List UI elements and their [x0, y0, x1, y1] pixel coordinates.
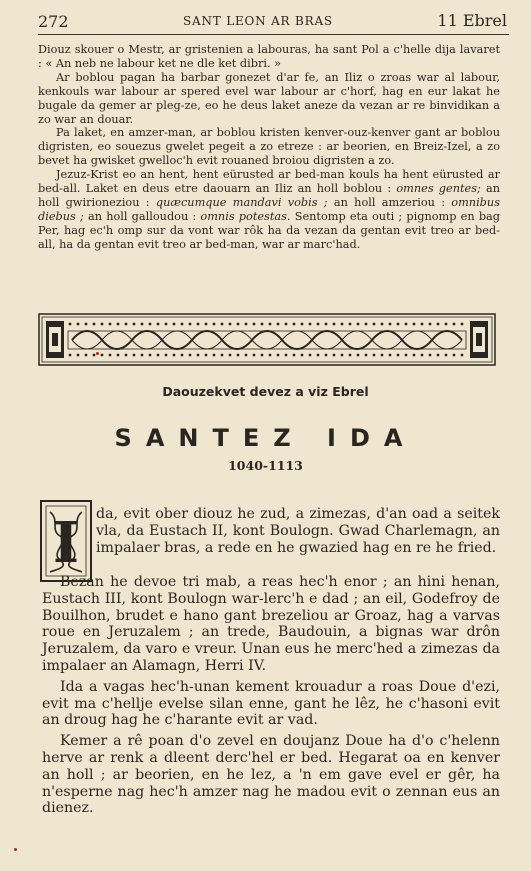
ornament-dot: [285, 354, 288, 357]
svg-text:I: I: [52, 510, 80, 576]
ornament-dot: [357, 323, 360, 326]
ornament-dot: [453, 354, 456, 357]
ornament-dot: [277, 354, 280, 357]
ornament-dot: [181, 323, 184, 326]
ornament-dot: [117, 323, 120, 326]
ornament-dot: [85, 354, 88, 357]
ornament-dot: [445, 354, 448, 357]
ornament-dot: [365, 354, 368, 357]
ornament-dot: [309, 323, 312, 326]
ornament-dot: [285, 323, 288, 326]
ornament-dot: [149, 354, 152, 357]
paragraph: Kemer a rê poan d'o zevel en doujanz Doue ha d'o c'helenn herve ar renk a dleent derc'hel er bed. Hegarat oa en kenver an holl ; ar beorien, en he lez, a 'n em gave evel er gêr, ha n'esperne nag hec'h amzer nag he madou evit o zennan eus an dienez.: [42, 733, 500, 817]
ornament-dot: [277, 323, 280, 326]
ornament-dot: [165, 323, 168, 326]
ornament-dot: [213, 354, 216, 357]
paragraph: Pa laket, en amzer-man, ar boblou kristen kenver-ouz-kenver gant ar boblou digristen, eo souezus gwelet pegeit a zo etreze : ar beorien, en Breiz-Izel, a zo bevet ha gwisket gwelloc'h evit rouaned broiou digristen a zo.: [38, 126, 500, 168]
paragraph: Ida a vagas hec'h-unan kement krouadur a roas Doue d'ezi, evit ma c'hellje evelse silan enne, gant he lêz, he c'hasoni evit an droug hag he c'harante evit ar vad.: [42, 678, 500, 729]
ornament-dot: [93, 323, 96, 326]
running-title: SANT LEON AR BRAS: [183, 14, 333, 28]
ornament-dot: [133, 323, 136, 326]
day-heading: Daouzekvet devez a viz Ebrel: [162, 384, 369, 399]
ornament-dot: [269, 323, 272, 326]
paragraph: Ar boblou pagan ha barbar gonezet d'ar fe, an Iliz o zroas war al labour, kenkouls war labour ar spered evel war labour ar c'horf, hag en eur lakat he bugale da gemer ar pleg-ze, eo he deus laket aneze da vezan ar re binvidikan a zo war an douar.: [38, 70, 500, 126]
lead-paragraph: da, evit ober diouz he zud, a zimezas, d'an oad a seitek vla, da Eustach II, kont Boulogn. Gwad Charlemagn, an impalaer bras, a rede en he gwazied hag en re he fried.: [96, 506, 500, 556]
ornament-dot: [413, 323, 416, 326]
ornament-dot: [93, 354, 96, 357]
ornament-dot: [325, 323, 328, 326]
month-label: 11 Ebrel: [437, 11, 507, 30]
ornament-dot: [205, 354, 208, 357]
drop-cap-initial: [40, 500, 92, 582]
ornament-dot: [213, 323, 216, 326]
ornament-dot: [461, 323, 464, 326]
ornament-dot: [117, 354, 120, 357]
ornament-dot: [397, 354, 400, 357]
running-header: [38, 8, 507, 32]
ornament-dot: [245, 323, 248, 326]
ornament-dot: [373, 323, 376, 326]
ornament-dot: [85, 323, 88, 326]
ornament-dot: [269, 354, 272, 357]
ink-speck: [14, 848, 17, 851]
ornament-dot: [181, 354, 184, 357]
ornament-dot: [253, 323, 256, 326]
ornament-dot: [261, 323, 264, 326]
ornament-dot: [309, 354, 312, 357]
ornament-dot: [221, 323, 224, 326]
ornament-dot: [413, 354, 416, 357]
ornament-dot: [237, 354, 240, 357]
ornament-dot: [261, 354, 264, 357]
ornament-dot: [349, 323, 352, 326]
ornament-dot: [197, 354, 200, 357]
ornament-dot: [69, 354, 72, 357]
ornament-dot: [317, 354, 320, 357]
page-number: 272: [38, 12, 69, 31]
ornament-dot: [293, 354, 296, 357]
saint-title: SANTEZ IDA: [114, 424, 417, 452]
paragraph: Diouz skouer o Mestr, ar gristenien a labouras, ha sant Pol a c'helle dija lavaret : « An neb ne labour ket ne dle ket dibri. »: [38, 43, 500, 70]
ornament-dot: [101, 354, 104, 357]
ornament-dot: [149, 323, 152, 326]
ornament-dot: [253, 354, 256, 357]
ornament-dot: [173, 323, 176, 326]
ornament-dot: [365, 323, 368, 326]
header-rule: [38, 34, 509, 35]
ornament-dot: [229, 354, 232, 357]
ink-speck: [96, 352, 99, 355]
ornament-dot: [141, 323, 144, 326]
ornamental-band: [38, 313, 496, 366]
ornament-dot: [165, 354, 168, 357]
ornament-dot: [341, 354, 344, 357]
ornament-dot: [405, 354, 408, 357]
ornament-dot: [405, 323, 408, 326]
ornament-dot: [341, 323, 344, 326]
ornament-dot: [157, 323, 160, 326]
ornament-dot: [221, 354, 224, 357]
ornament-dot: [293, 323, 296, 326]
ornament-dot: [109, 354, 112, 357]
ornament-dot: [397, 323, 400, 326]
saint-dates: 1040-1113: [228, 458, 303, 473]
ornament-dot: [381, 354, 384, 357]
ornament-dot: [237, 323, 240, 326]
ornament-dot: [461, 354, 464, 357]
ornament-dot: [437, 323, 440, 326]
ornament-dot: [157, 354, 160, 357]
ornament-dot: [245, 354, 248, 357]
ornament-dot: [125, 323, 128, 326]
ornament-dot: [189, 354, 192, 357]
ornament-dot: [333, 323, 336, 326]
ornament-dot: [325, 354, 328, 357]
ornament-dot: [301, 354, 304, 357]
ornament-dot: [125, 354, 128, 357]
ornament-dot: [197, 323, 200, 326]
ornament-dot: [349, 354, 352, 357]
ornament-dot: [421, 354, 424, 357]
preceding-text: [38, 43, 500, 252]
paragraph: Bezan he devoe tri mab, a reas hec'h enor ; an hini henan, Eustach III, kont Boulogn war-lerc'h e dad ; an eil, Godefroy de Bouilhon, brudet e hano gant brezeliou ar Groaz, hag a varvas roue en Jeruzalem ; an trede, Baudouin, a bignas war drôn Jeruzalem, da varo e vreur. Unan eus he merc'hed a zimezas da impalaer an Alamagn, Herri IV.: [42, 574, 500, 674]
ornament-dot: [77, 354, 80, 357]
ornament-dot: [445, 323, 448, 326]
ornament-dot: [389, 354, 392, 357]
ornament-dot: [133, 354, 136, 357]
ornament-dot: [77, 323, 80, 326]
ornament-dot: [429, 354, 432, 357]
ornament-dot: [141, 354, 144, 357]
ornament-dot: [421, 323, 424, 326]
ornament-dot: [437, 354, 440, 357]
ornament-dot: [109, 323, 112, 326]
main-text: [42, 574, 500, 821]
ornament-dot: [173, 354, 176, 357]
ornament-dot: [429, 323, 432, 326]
ornament-dot: [357, 354, 360, 357]
paragraph: Jezuz-Krist eo an hent, hent eürusted ar bed-man kouls ha hent eürusted ar bed-all. Laket en deus etre daouarn an Iliz an holl boblou : omnes gentes; an holl gwirioneziou : quæcumque mandavi vobis ; an holl amzeriou : omnibus diebus ; an holl galloudou : omnis potestas. Sentomp eta outi ; pignomp en bag Per, hag ec'h omp sur da vont war rôk ha da vezan da gentan evit treo ar bed-all, ha da gentan evit treo ar bed-man, war ar marc'had.: [38, 168, 501, 251]
ornament-dot: [69, 323, 72, 326]
ornament-dot: [229, 323, 232, 326]
ornament-dot: [189, 323, 192, 326]
ornament-dot: [453, 323, 456, 326]
ornament-dot: [205, 323, 208, 326]
ornament-dot: [373, 354, 376, 357]
ornament-dot: [101, 323, 104, 326]
ornament-dot: [301, 323, 304, 326]
ornament-dot: [389, 323, 392, 326]
ornament-dot: [381, 323, 384, 326]
ornament-dot: [317, 323, 320, 326]
ornament-dot: [333, 354, 336, 357]
